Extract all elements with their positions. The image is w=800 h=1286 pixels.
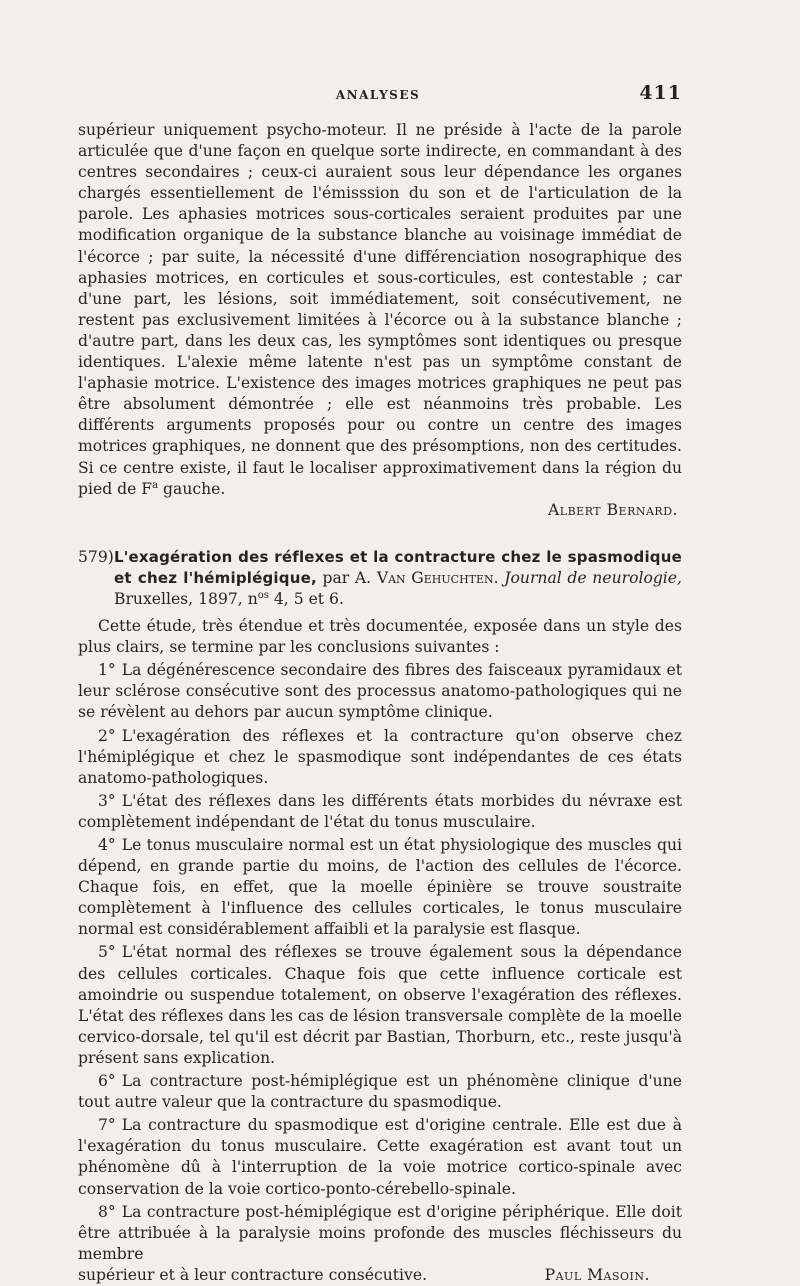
conclusion-item xyxy=(78,791,682,833)
article-title: L'exagération des réflexes et la contracture chez le spasmodique et chez l'hémiplégique, xyxy=(114,547,682,587)
final-line-text: supérieur et à leur contracture consécutive. xyxy=(78,1265,428,1284)
conclusion-item-last xyxy=(78,1202,682,1265)
conclusion-number: 5° xyxy=(98,943,116,962)
running-head: ANALYSES xyxy=(335,88,421,102)
page-header xyxy=(78,82,682,108)
continuation-superscript: a xyxy=(152,479,159,491)
conclusion-number: 8° xyxy=(98,1202,116,1221)
conclusion-number: 7° xyxy=(98,1116,116,1135)
conclusion-number: 3° xyxy=(98,791,116,810)
conclusion-number: 6° xyxy=(98,1072,116,1091)
continuation-text: supérieur uniquement psycho-moteur. Il ne préside à l'acte de la parole articulée que d'une façon en quelque sorte indirecte, en commandant à des centres secondaires ; ceux-ci auraient sous leur dépendance les organes chargés essentiellement de l'émisssion du son et de l'articulation de la parole. Les aphasies motrices sous-corticales seraient produites par une modification organique de la substance blanche au voisinage immédiat de l'écorce ; par suite, la nécessité d'une différenciation nosographique des aphasies motrices, en corticules et sous-corticules, est contestable ; car d'une part, les lésions, soit immédiatement, soit consécutivement, ne restent pas exclusivement limitées à l'écorce ou à la substance blanche ; d'autre part, dans les deux cas, les symptômes sont identiques ou presque identiques. L'alexie même latente n'est pas un symptôme constant de l'aphasie motrice. L'existence des images motrices graphiques ne peut pas être absolument démontrée ; elle est néanmoins très probable. Les différents arguments proposés pour ou contre un centre des images motrices graphiques, ne donnent que des présomptions, non des certitudes. Si ce centre existe, il faut le localiser approximativement dans la région du pied de F xyxy=(78,121,682,498)
conclusion-item xyxy=(78,660,682,723)
conclusion-text: L'état des réflexes dans les différents états morbides du névraxe est complètement indépendant de l'état du tonus musculaire. xyxy=(78,791,682,831)
article-by: par A. xyxy=(316,568,377,587)
conclusion-item xyxy=(78,1071,682,1113)
conclusion-item xyxy=(78,942,682,1069)
conclusion-number: 4° xyxy=(98,836,116,854)
page-number: 411 xyxy=(639,82,682,104)
conclusion-text: La contracture post-hémiplégique est d'origine périphérique. Elle doit être attribuée à la paralysie moins profonde des muscles fléchisseurs du membre xyxy=(78,1202,682,1263)
signature-albert-bernard: Albert Bernard. xyxy=(548,500,678,519)
conclusion-item xyxy=(78,726,682,789)
conclusion-text: L'état normal des réflexes se trouve également sous la dépendance des cellules corticales. Chaque fois que cette influence corticale est amoindrie ou suspendue totalement, on observe l'exagération des réflexes. L'état des réflexes dans les cas de lésion transversale complète de la moelle cervico-dorsale, tel qu'il est décrit par Bastian, Thorburn, etc., reste jusqu'à présent sans explication. xyxy=(78,943,682,1067)
conclusion-text: La contracture du spasmodique est d'origine centrale. Elle est due à l'exagération du tonus musculaire. Cette exagération est avant tout un phénomène dû à l'interruption de la voie motrice cortico-spinale avec conservation de la voie cortico-ponto-cérebello-spinale. xyxy=(78,1116,682,1198)
conclusion-item xyxy=(78,835,682,940)
continuation-text-end: gauche. xyxy=(158,479,226,498)
article-ref-superscript: os xyxy=(257,589,269,601)
article-journal: Journal de neurologie, xyxy=(498,568,682,587)
article-heading xyxy=(78,547,682,610)
conclusion-number: 1° xyxy=(98,661,116,680)
signature-paul-masoin: Paul Masoin. xyxy=(544,1265,650,1284)
conclusion-item xyxy=(78,1115,682,1199)
final-line xyxy=(78,1265,682,1286)
article-intro: Cette étude, très étendue et très documentée, exposée dans un style des plus clairs, se termine par les conclusions suivantes : xyxy=(78,617,682,657)
article-ref-b: 4, 5 et 6. xyxy=(268,589,344,608)
continuation-paragraph xyxy=(78,120,682,500)
conclusion-text: La dégénérescence secondaire des fibres des faisceaux pyramidaux et leur sclérose consécutive sont des processus anatomo-pathologiques qui ne se révèlent au dehors par aucun symptôme clinique. xyxy=(78,661,682,722)
body-text xyxy=(78,120,682,1286)
article-number: 579) xyxy=(78,547,114,566)
conclusion-text: La contracture post-hémiplégique est un phénomène clinique d'une tout autre valeur que la contracture du spasmodique. xyxy=(78,1072,682,1112)
conclusion-text: Le tonus musculaire normal est un état physiologique des muscles qui dépend, en grande partie du moins, de l'action des cellules de l'écorce. Chaque fois, en effet, que la moelle épinière se trouve soustraite complètement à l'influence des cellules corticales, le tonus musculaire normal est considérablement affaibli et la paralysie est flasque. xyxy=(78,836,682,939)
article-ref-a: Bruxelles, 1897, n xyxy=(114,589,258,608)
conclusion-text: L'exagération des réflexes et la contracture qu'on observe chez l'hémiplégique et chez le spasmodique sont indépendantes de ces états anatomo-pathologiques. xyxy=(78,726,682,787)
article-author: Van Gehuchten. xyxy=(376,568,499,587)
conclusion-number: 2° xyxy=(98,726,116,745)
